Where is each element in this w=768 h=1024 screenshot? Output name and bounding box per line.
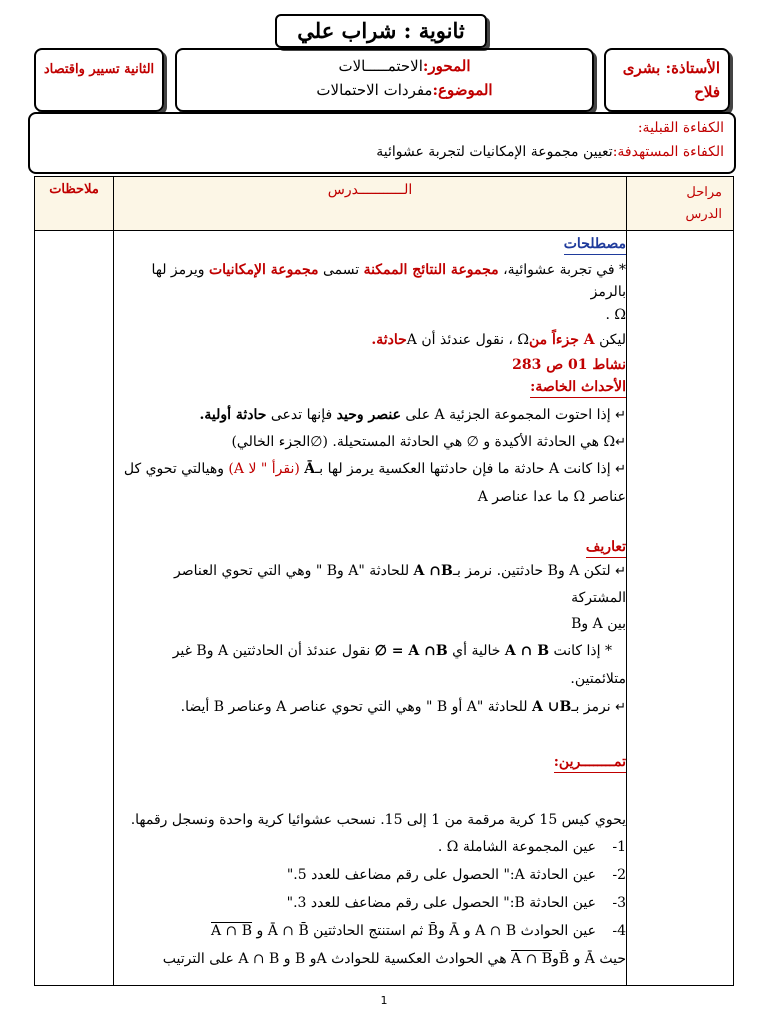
- math-span: A ∩B = ∅: [374, 643, 448, 659]
- term-paragraph-2: [116, 327, 626, 353]
- text-span: على الترتيب: [162, 951, 239, 967]
- highlight-span: مجموعة النتائج الممكنة: [363, 262, 499, 278]
- exercise-intro: يحوي كيس 15 كرية مرقمة من 1 إلى 15. نسحب عشوائيا كرية واحدة ونسجل رقمها.: [130, 812, 626, 828]
- topic-label: الموضوع:: [432, 81, 493, 99]
- text-span: عين المجموعة الشاملة Ω .: [437, 839, 596, 855]
- lesson-content: [116, 234, 626, 973]
- text-span: عين الحادثة B:" الحصول على رقم مضاعف للعدد 3.": [286, 895, 596, 911]
- highlight-span: مجموعة الإمكانيات: [208, 262, 319, 278]
- text-span: فإنها تدعى: [266, 407, 337, 423]
- highlight-span: عنصر وحيد: [336, 407, 401, 423]
- definition-1-cont: بين A وB: [571, 616, 626, 632]
- term-paragraph-1-end: Ω .: [605, 307, 626, 323]
- definition-3: [116, 693, 626, 722]
- text-span: تسمى: [318, 262, 364, 278]
- exercise-item-4: [116, 917, 626, 945]
- text-span: و: [569, 951, 585, 967]
- arrow-bullet-icon: ↵: [615, 564, 626, 579]
- exercise-item-3: [116, 889, 626, 917]
- definitions-title: تعاريف: [586, 537, 626, 558]
- topic-box: [175, 48, 594, 112]
- math-span: Ā ∩ B̄: [267, 923, 309, 939]
- activity-reference: نشاط 01 ص 283: [512, 357, 626, 373]
- text-span: عين الحادثة A:" الحصول على رقم مضاعف للعدد 5.": [286, 867, 596, 883]
- special-3-cont: عناصر Ω ما عدا عناصر A: [477, 489, 626, 505]
- target-value: تعيين مجموعة الإمكانيات لتجربة عشوائية: [376, 144, 613, 160]
- competency-box: [28, 112, 736, 174]
- class-box: [34, 48, 164, 112]
- math-span: A ∪B: [532, 699, 572, 715]
- axis-line: [191, 54, 578, 78]
- topic-value: مفردات الاحتمالات: [316, 81, 433, 99]
- term-paragraph-1: [116, 259, 626, 303]
- text-span: نرمز بـ: [571, 699, 616, 715]
- definition-2: [116, 637, 626, 665]
- arrow-bullet-icon: ↵: [615, 462, 626, 477]
- math-span: B̄: [427, 923, 439, 939]
- math-span: A ∩ B: [511, 951, 553, 967]
- math-span: A ∩ B: [475, 923, 517, 939]
- text-span: نقول عندئذ أن الحادثتين A وB غير: [172, 643, 375, 659]
- special-3: [116, 456, 626, 483]
- text-span: وهيالتي تحوي كل: [123, 461, 229, 477]
- complement-symbol: Ā: [304, 461, 316, 477]
- page-number: 1: [380, 994, 388, 1007]
- item-number: 4-: [612, 923, 626, 939]
- teacher-box: [604, 48, 730, 112]
- notes-header-cell: [35, 177, 114, 231]
- text-span: ليكن: [594, 332, 626, 348]
- lesson-header: الـــــــــــدرس: [327, 182, 413, 198]
- text-span: عين الحوادث: [516, 923, 596, 939]
- exercise-item-1: [116, 833, 626, 861]
- definition-1: [116, 558, 626, 611]
- math-span: Ā: [584, 951, 595, 967]
- text-span: Ω هي الحادثة الأكيدة و ∅ هي الحادثة المستحيلة. (∅الجزء الخالي): [231, 434, 616, 450]
- topic-line: [191, 78, 578, 102]
- text-span: و: [459, 923, 476, 939]
- highlight-span: A جزءاً من: [529, 332, 595, 348]
- target-label: الكفاءة المستهدفة:: [612, 144, 724, 160]
- text-span: و: [438, 923, 450, 939]
- math-span: B̄: [558, 951, 570, 967]
- text-span: * في تجربة عشوائية،: [498, 262, 626, 278]
- axis-value: الاحتمـــــالات: [338, 57, 423, 75]
- text-span: للحادثة "A وB " وهي التي تحوي العناصر المشتركة: [174, 563, 626, 606]
- item-number: 3-: [612, 895, 626, 911]
- text-span: خالية أي: [447, 643, 505, 659]
- lesson-header-cell: [114, 177, 627, 231]
- text-span: هي الحوادث العكسية للحوادث Aو B و: [279, 951, 512, 967]
- text-span: ثم استنتج الحادثتين: [308, 923, 428, 939]
- special-1: [116, 402, 626, 429]
- exercise-title: تمــــــــرين:: [554, 752, 626, 773]
- teacher-name: الأستاذة: بشرى فلاح: [622, 59, 720, 101]
- stages-header: مراحل الدرس: [685, 185, 722, 222]
- item-number: 2-: [612, 867, 626, 883]
- prior-competency: [40, 118, 724, 138]
- text-span: * إذا كانت: [549, 643, 612, 659]
- text-span: و: [552, 951, 559, 967]
- target-competency: [40, 142, 724, 162]
- math-span: A ∩ B: [238, 951, 280, 967]
- exercise-item-2: [116, 861, 626, 889]
- highlight-span: حادثة أولية.: [199, 407, 267, 423]
- axis-label: المحور:: [422, 57, 471, 75]
- exercise-title-line: [116, 752, 626, 773]
- exercise-item-5: [116, 945, 626, 973]
- text-span: ويرمز لها بالرمز: [151, 262, 626, 300]
- text-span: لتكن A وB حادثتين. نرمز بـ: [452, 563, 616, 579]
- highlight-span: حادثة.: [371, 332, 407, 348]
- text-span: للحادثة "A أو B " وهي التي تحوي عناصر A وعناصر B أيضا.: [180, 699, 533, 715]
- notes-header: ملاحظات: [49, 182, 99, 197]
- math-span: A ∩ B: [211, 923, 253, 939]
- text-span: و: [252, 923, 268, 939]
- stages-cell: [627, 231, 734, 986]
- arrow-bullet-icon: ↵: [615, 408, 626, 423]
- definitions-title-line: [116, 537, 626, 558]
- text-span: Ω ، نقول عندئذ أن A: [406, 332, 530, 348]
- arrow-bullet-icon: ↵: [615, 435, 626, 450]
- prior-label: الكفاءة القبلية:: [637, 120, 724, 136]
- table-header-row: [35, 177, 734, 231]
- math-span: A ∩ B: [504, 643, 550, 659]
- class-label: الثانية تسيير واقتصاد: [43, 62, 155, 77]
- math-span: A ∩B: [413, 563, 453, 579]
- text-span: إذا كانت A حادثة ما فإن حادثتها العكسية يرمز لها بـ: [315, 461, 616, 477]
- text-span: حيث: [594, 951, 626, 967]
- stages-header-cell: [627, 177, 734, 231]
- text-span: إذا احتوت المجموعة الجزئية A على: [400, 407, 616, 423]
- arrow-bullet-icon: ↵: [615, 700, 626, 715]
- item-number: 1-: [612, 839, 626, 855]
- notes-cell: [35, 231, 114, 986]
- special-events-title-line: [116, 377, 626, 398]
- terms-title: مصطلحات: [564, 234, 626, 255]
- math-span: Ā: [449, 923, 460, 939]
- definition-2-cont: متلائمتين.: [570, 671, 626, 687]
- special-2: [116, 429, 626, 456]
- highlight-span: (نقرأ " لا A): [228, 461, 305, 477]
- school-title: ثانوية : شراب علي: [275, 14, 487, 48]
- special-events-title: الأحداث الخاصة:: [530, 377, 626, 398]
